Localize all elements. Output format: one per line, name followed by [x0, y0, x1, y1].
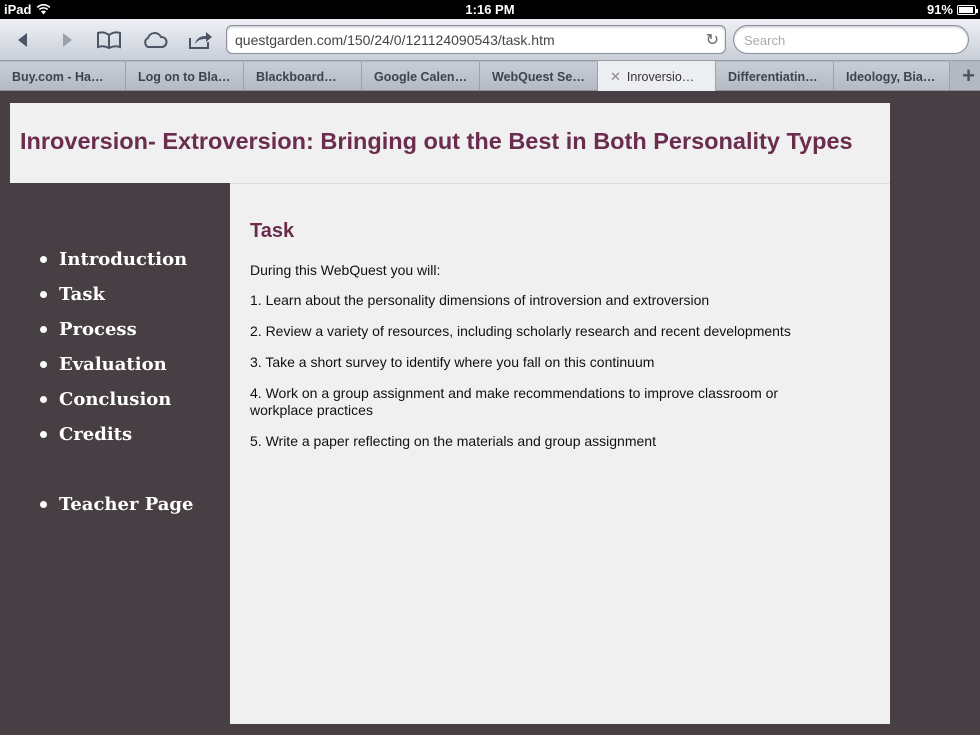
nav-link-credits[interactable]: Credits	[59, 424, 133, 445]
task-item: 4. Work on a group assignment and make recommendations to improve classroom or workplace practices	[250, 385, 779, 418]
back-arrow-icon	[14, 31, 32, 49]
bullet-icon	[40, 431, 47, 438]
clock: 1:16 PM	[465, 2, 515, 17]
bullet-icon	[40, 256, 47, 263]
bullet-icon	[40, 326, 47, 333]
nav-item-credits[interactable]	[40, 424, 132, 445]
task-item: 2. Review a variety of resources, including scholarly research and recent developments	[250, 323, 791, 339]
nav-item-evaluation[interactable]	[40, 354, 167, 375]
tab-active[interactable]	[598, 61, 716, 91]
main-content	[230, 183, 890, 724]
url-bar[interactable]	[226, 25, 726, 54]
nav-item-introduction[interactable]	[40, 249, 187, 270]
reload-icon[interactable]: ↻	[705, 32, 719, 49]
page-title: Inroversion- Extroversion: Bringing out the Best in Both Personality Types	[20, 128, 853, 154]
sidebar	[10, 183, 230, 735]
nav-link-process[interactable]: Process	[59, 319, 137, 340]
tab-1[interactable]: Buy.com - Ha…	[0, 62, 126, 90]
forward-arrow-icon	[58, 31, 76, 49]
nav-item-teacher-page[interactable]	[40, 494, 193, 515]
page-header	[10, 103, 890, 183]
nav-link-task[interactable]: Task	[59, 284, 105, 305]
share-button[interactable]	[187, 27, 213, 53]
tab-5[interactable]: WebQuest Se…	[480, 62, 598, 90]
status-bar	[0, 0, 980, 19]
tab-2[interactable]: Log on to Bla…	[126, 62, 244, 90]
device-label: iPad	[4, 2, 32, 17]
bullet-icon	[40, 501, 47, 508]
task-item: 5. Write a paper reflecting on the materials and group assignment	[250, 433, 656, 449]
nav-link-evaluation[interactable]: Evaluation	[59, 354, 167, 375]
task-item: 3. Take a short survey to identify where you fall on this continuum	[250, 354, 655, 370]
bookmarks-button[interactable]	[96, 27, 122, 53]
cloud-icon	[141, 30, 169, 50]
search-input[interactable]: Search	[733, 25, 969, 54]
bullet-icon	[40, 396, 47, 403]
tab-4[interactable]: Google Calen…	[362, 62, 480, 90]
new-tab-button[interactable]: +	[962, 63, 975, 88]
bullet-icon	[40, 291, 47, 298]
url-text: questgarden.com/150/24/0/121124090543/task.htm	[235, 32, 555, 48]
tab-bar	[0, 61, 980, 91]
battery-percent: 91%	[926, 2, 953, 17]
tab-3[interactable]: Blackboard…	[244, 62, 362, 90]
task-item: 1. Learn about the personality dimensions of introversion and extroversion	[250, 292, 710, 308]
nav-item-process[interactable]	[40, 319, 137, 340]
nav-link-teacher-page[interactable]: Teacher Page	[59, 494, 194, 515]
back-button[interactable]	[12, 27, 34, 53]
battery-icon	[957, 5, 976, 15]
close-tab-icon[interactable]: ✕	[610, 69, 621, 84]
tab-7[interactable]: Differentiatin…	[716, 62, 834, 90]
tab-6-label: Inroversio…	[626, 70, 695, 84]
nav-item-conclusion[interactable]	[40, 389, 171, 410]
section-heading: Task	[250, 220, 295, 242]
icloud-tabs-button[interactable]	[141, 27, 169, 53]
book-icon	[96, 30, 122, 50]
share-icon	[187, 30, 213, 50]
nav-link-conclusion[interactable]: Conclusion	[59, 389, 172, 410]
intro-text: During this WebQuest you will:	[250, 262, 441, 278]
forward-button[interactable]	[56, 27, 78, 53]
nav-link-introduction[interactable]: Introduction	[59, 249, 188, 270]
tab-8[interactable]: Ideology, Bia…	[834, 62, 950, 90]
bullet-icon	[40, 361, 47, 368]
nav-item-task[interactable]	[40, 284, 105, 305]
browser-toolbar	[0, 19, 980, 61]
